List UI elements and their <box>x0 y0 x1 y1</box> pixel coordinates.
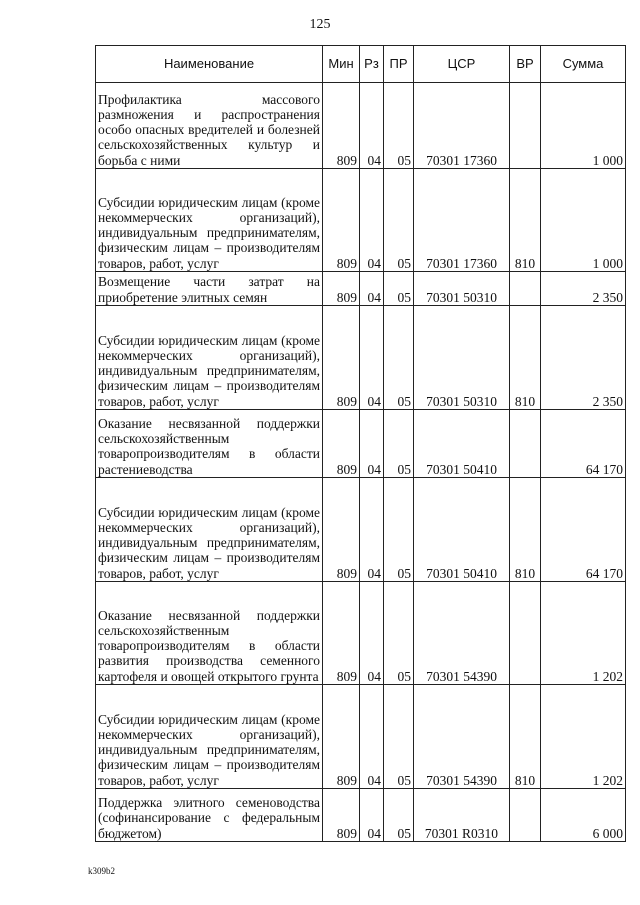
row-min: 809 <box>323 272 360 306</box>
header-pr: ПР <box>384 46 414 83</box>
header-vr: ВР <box>510 46 541 83</box>
table-row <box>96 685 626 789</box>
row-pr: 05 <box>384 582 414 685</box>
row-pr: 05 <box>384 169 414 272</box>
row-rz: 04 <box>360 789 384 842</box>
row-pr: 05 <box>384 789 414 842</box>
row-vr: 810 <box>510 169 541 272</box>
table-row <box>96 789 626 842</box>
row-rz: 04 <box>360 83 384 169</box>
table-row <box>96 410 626 478</box>
row-min: 809 <box>323 306 360 410</box>
header-name: Наименование <box>96 46 323 83</box>
budget-table <box>95 45 626 842</box>
row-sum: 64 170 <box>541 478 626 582</box>
row-vr <box>510 582 541 685</box>
header-min: Мин <box>323 46 360 83</box>
row-csr: 70301 50410 <box>414 410 510 478</box>
row-rz: 04 <box>360 169 384 272</box>
footer-code: k309b2 <box>88 866 115 876</box>
row-csr: 70301 54390 <box>414 582 510 685</box>
row-min: 809 <box>323 478 360 582</box>
row-vr <box>510 272 541 306</box>
header-csr: ЦСР <box>414 46 510 83</box>
row-name: Профилактика массового размножения и распространения особо опасных вредителей и болезней сельскохозяйственных культур и борьба с ними <box>96 83 323 169</box>
row-min: 809 <box>323 169 360 272</box>
header-sum: Сумма <box>541 46 626 83</box>
row-name: Субсидии юридическим лицам (кроме некоммерческих организаций), индивидуальным предпринимателям, физическим лицам – производителям товаров, работ, услуг <box>96 478 323 582</box>
row-csr: 70301 R0310 <box>414 789 510 842</box>
row-csr: 70301 17360 <box>414 83 510 169</box>
row-vr <box>510 789 541 842</box>
row-rz: 04 <box>360 582 384 685</box>
table-row <box>96 306 626 410</box>
row-csr: 70301 17360 <box>414 169 510 272</box>
row-name: Оказание несвязанной поддержки сельскохозяйственным товаропроизводителям в области растениеводства <box>96 410 323 478</box>
row-csr: 70301 50410 <box>414 478 510 582</box>
row-pr: 05 <box>384 410 414 478</box>
row-pr: 05 <box>384 478 414 582</box>
row-sum: 1 000 <box>541 169 626 272</box>
row-sum: 1 000 <box>541 83 626 169</box>
row-vr <box>510 410 541 478</box>
table-row <box>96 169 626 272</box>
row-vr <box>510 83 541 169</box>
row-vr: 810 <box>510 306 541 410</box>
row-min: 809 <box>323 789 360 842</box>
row-name: Возмещение части затрат на приобретение элитных семян <box>96 272 323 306</box>
row-csr: 70301 50310 <box>414 272 510 306</box>
row-rz: 04 <box>360 685 384 789</box>
row-min: 809 <box>323 685 360 789</box>
row-vr: 810 <box>510 478 541 582</box>
row-rz: 04 <box>360 272 384 306</box>
row-sum: 6 000 <box>541 789 626 842</box>
row-pr: 05 <box>384 306 414 410</box>
table-row <box>96 582 626 685</box>
row-pr: 05 <box>384 83 414 169</box>
table-row <box>96 478 626 582</box>
row-rz: 04 <box>360 478 384 582</box>
row-sum: 2 350 <box>541 272 626 306</box>
row-pr: 05 <box>384 685 414 789</box>
row-min: 809 <box>323 582 360 685</box>
row-name: Субсидии юридическим лицам (кроме некоммерческих организаций), индивидуальным предпринимателям, физическим лицам – производителям товаров, работ, услуг <box>96 169 323 272</box>
row-sum: 1 202 <box>541 582 626 685</box>
table-row <box>96 83 626 169</box>
row-min: 809 <box>323 83 360 169</box>
table-row <box>96 272 626 306</box>
row-rz: 04 <box>360 410 384 478</box>
row-sum: 64 170 <box>541 410 626 478</box>
row-sum: 1 202 <box>541 685 626 789</box>
row-pr: 05 <box>384 272 414 306</box>
row-sum: 2 350 <box>541 306 626 410</box>
row-rz: 04 <box>360 306 384 410</box>
table-header-row <box>96 46 626 83</box>
row-name: Поддержка элитного семеноводства (софинансирование с федеральным бюджетом) <box>96 789 323 842</box>
row-name: Оказание несвязанной поддержки сельскохозяйственным товаропроизводителям в области развития производства семенного картофеля и овощей открытого грунта <box>96 582 323 685</box>
page-number: 125 <box>309 17 331 32</box>
row-name: Субсидии юридическим лицам (кроме некоммерческих организаций), индивидуальным предпринимателям, физическим лицам – производителям товаров, работ, услуг <box>96 685 323 789</box>
header-rz: Рз <box>360 46 384 83</box>
row-min: 809 <box>323 410 360 478</box>
row-vr: 810 <box>510 685 541 789</box>
row-name: Субсидии юридическим лицам (кроме некоммерческих организаций), индивидуальным предпринимателям, физическим лицам – производителям товаров, работ, услуг <box>96 306 323 410</box>
row-csr: 70301 50310 <box>414 306 510 410</box>
row-csr: 70301 54390 <box>414 685 510 789</box>
